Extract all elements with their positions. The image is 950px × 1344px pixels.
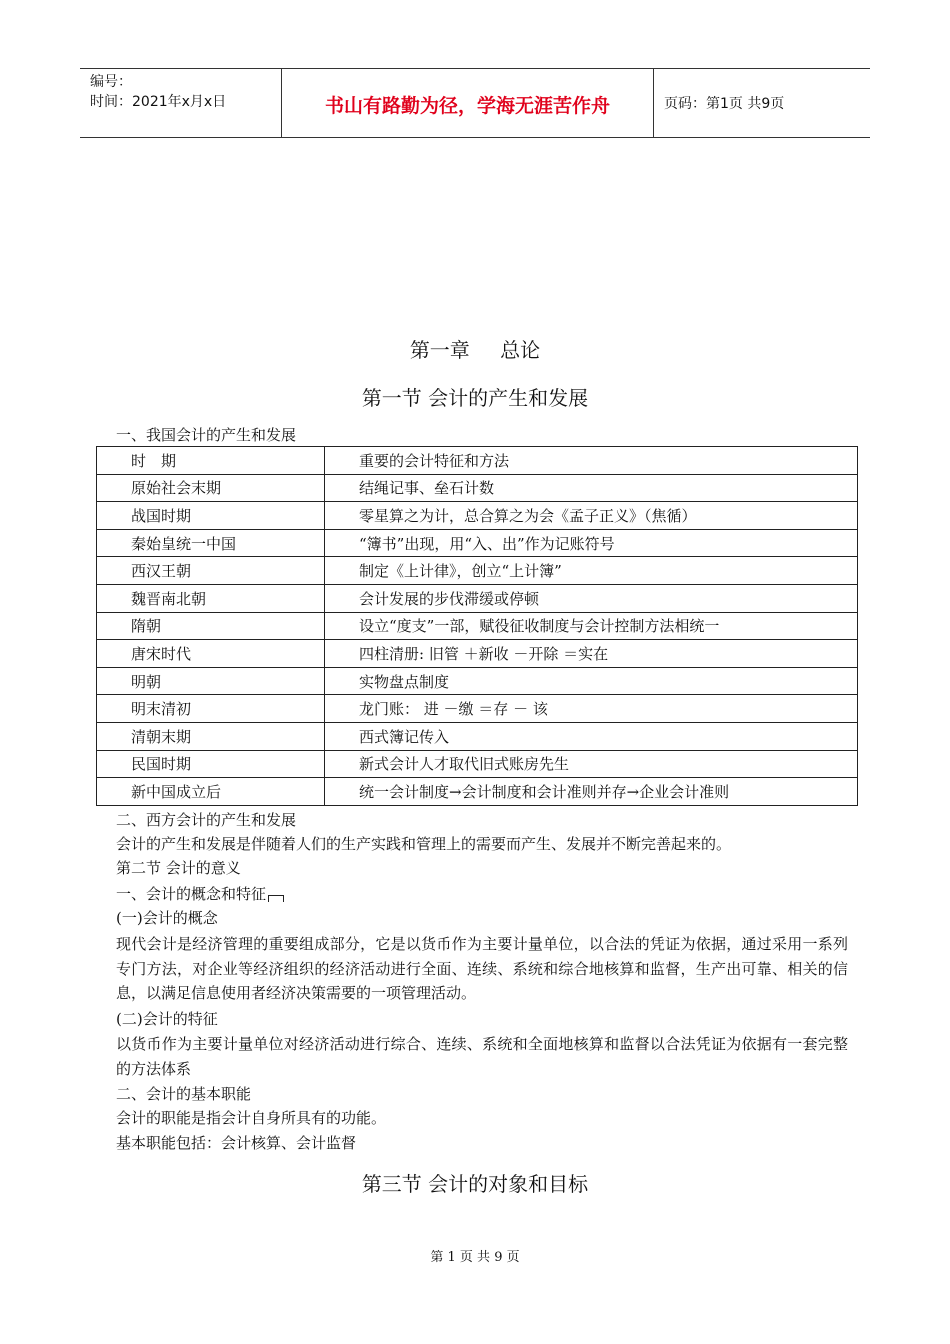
table-row [97, 584, 858, 612]
feature-text: 以货币作为主要计量单位对经济活动进行综合、连续、系统和全面地核算和监督以合法凭证为依据有一套完整的方法体系 [116, 1035, 848, 1078]
table-row [97, 640, 858, 668]
feature-cell: 新式会计人才取代旧式账房先生 [325, 750, 858, 778]
feature-cell: 设立“度支”一部，赋役征收制度与会计控制方法相统一 [325, 612, 858, 640]
section1-title: 第一节 会计的产生和发展 [361, 386, 589, 410]
section3-title: 第三节 会计的对象和目标 [361, 1172, 589, 1196]
concept-heading [116, 882, 856, 906]
period-cell: 时 期 [97, 447, 325, 475]
period-cell: 西汉王朝 [97, 557, 325, 585]
feature-cell: 重要的会计特征和方法 [325, 447, 858, 475]
number-label: 编号： [90, 74, 132, 90]
period-cell: 清朝末期 [97, 722, 325, 750]
table-row [97, 722, 858, 750]
table-row [97, 695, 858, 723]
feature-cell: 零星算之为计，总合算之为会《孟子正义》（焦循） [325, 502, 858, 530]
page-footer: 第 1 页 共 9 页 [430, 1250, 520, 1265]
function-text-2: 基本职能包括：会计核算、会计监督 [116, 1134, 357, 1152]
table-header-row [97, 447, 858, 475]
table-row [97, 557, 858, 585]
table-row [97, 778, 858, 806]
header-meta [80, 69, 281, 137]
period-cell: 明朝 [97, 667, 325, 695]
period-cell: 隋朝 [97, 612, 325, 640]
feature-cell: 结绳记事、垒石计数 [325, 474, 858, 502]
history-table [96, 446, 858, 806]
chapter-number: 第一章 [409, 338, 470, 362]
section2-title: 第二节 会计的意义 [116, 859, 241, 877]
function-heading: 二、会计的基本职能 [116, 1085, 252, 1103]
chapter-title [0, 334, 950, 363]
feature-cell: 龙门账： 进 －缴 ＝存 － 该 [325, 695, 858, 723]
table-row [97, 502, 858, 530]
feature-cell: 四柱清册: 旧管 ＋新收 －开除 ＝实在 [325, 640, 858, 668]
period-cell: 秦始皇统一中国 [97, 529, 325, 557]
table-row [97, 750, 858, 778]
concept-sub: (一)会计的概念 [116, 909, 218, 927]
feature-cell: 实物盘点制度 [325, 667, 858, 695]
table-row [97, 667, 858, 695]
period-cell: 魏晋南北朝 [97, 584, 325, 612]
concept-text: 现代会计是经济管理的重要组成部分，它是以货币作为主要计量单位，以合法的凭证为依据，通过采用一系列专门方法，对企业等经济组织的经济活动进行全面、连续、系统和综合地核算和监督，生产出可靠、相关的信息，以满足信息使用者经济决策需要的一项管理活动。 [116, 935, 848, 1002]
sub1-heading: 一、我国会计的产生和发展 [116, 426, 297, 444]
header-motto: 书山有路勤为径，学海无涯苦作舟 [281, 69, 654, 137]
period-cell: 唐宋时代 [97, 640, 325, 668]
feature-cell: 西式簿记传入 [325, 722, 858, 750]
sub2-heading: 二、西方会计的产生和发展 [116, 811, 297, 829]
feature-sub: (二)会计的特征 [116, 1010, 218, 1028]
page-header [80, 68, 870, 138]
period-cell: 新中国成立后 [97, 778, 325, 806]
concept-heading-text: 一、会计的概念和特征 [116, 885, 267, 903]
table-row [97, 474, 858, 502]
function-text-1: 会计的职能是指会计自身所具有的功能。 [116, 1109, 387, 1127]
period-cell: 民国时期 [97, 750, 325, 778]
chapter-name: 总论 [500, 338, 541, 362]
western-text: 会计的产生和发展是伴随着人们的生产实践和管理上的需要而产生、发展并不断完善起来的。 [116, 835, 732, 853]
correction-mark-icon [268, 895, 284, 902]
period-cell: 战国时期 [97, 502, 325, 530]
table-row [97, 612, 858, 640]
feature-cell: 会计发展的步伐滞缓或停顿 [325, 584, 858, 612]
time-label: 时间：2021年x月x日 [90, 94, 227, 110]
period-cell: 明末清初 [97, 695, 325, 723]
header-page-label: 页码：第1页 共9页 [664, 96, 785, 112]
period-cell: 原始社会末期 [97, 474, 325, 502]
feature-cell: 统一会计制度→会计制度和会计准则并存→企业会计准则 [325, 778, 858, 806]
feature-cell: “簿书”出现，用“入、出”作为记账符号 [325, 529, 858, 557]
feature-cell: 制定《上计律》，创立“上计簿” [325, 557, 858, 585]
table-row [97, 529, 858, 557]
